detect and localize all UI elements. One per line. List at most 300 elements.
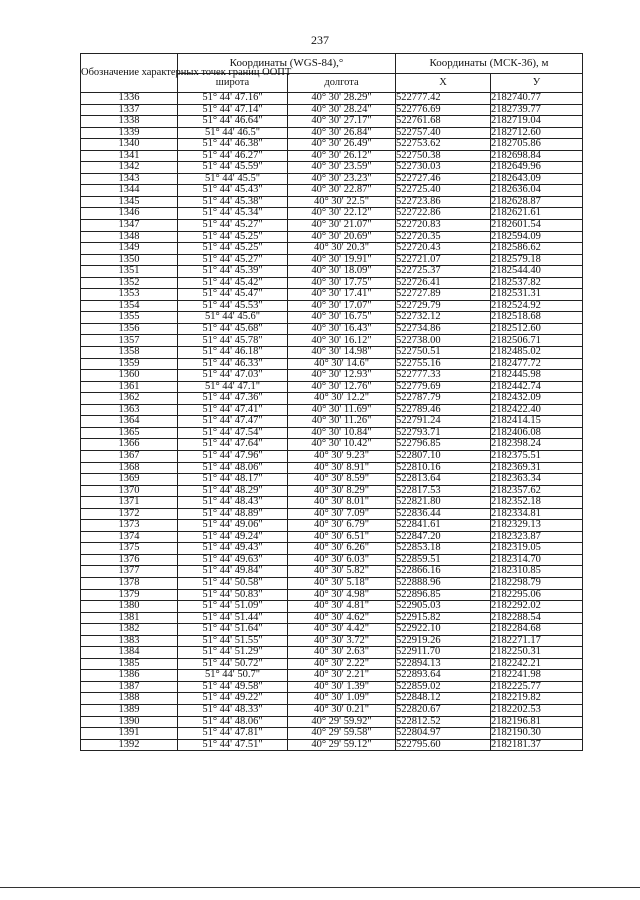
table-header: [81, 54, 583, 93]
table-row: [81, 485, 583, 497]
table-row: [81, 335, 583, 347]
y-coordinate-cell: 2182636.04: [491, 185, 583, 197]
longitude-cell: 40° 30' 2.22": [288, 658, 396, 670]
y-coordinate-cell: 2182579.18: [491, 254, 583, 266]
x-coordinate-cell: 522853.18: [396, 543, 491, 555]
longitude-cell: 40° 30' 4.42": [288, 624, 396, 636]
longitude-cell: 40° 30' 8.29": [288, 485, 396, 497]
y-coordinate-cell: 2182295.06: [491, 589, 583, 601]
y-coordinate-cell: 2182202.53: [491, 704, 583, 716]
latitude-cell: 51° 44' 47.14": [178, 104, 288, 116]
longitude-cell: 40° 30' 16.43": [288, 323, 396, 335]
y-coordinate-cell: 2182363.34: [491, 474, 583, 486]
y-coordinate-cell: 2182271.17: [491, 635, 583, 647]
table-row: [81, 347, 583, 359]
longitude-cell: 40° 30' 8.01": [288, 497, 396, 509]
table-row: [81, 716, 583, 728]
latitude-cell: 51° 44' 47.41": [178, 404, 288, 416]
point-id-cell: 1374: [81, 531, 178, 543]
y-coordinate-cell: 2182319.05: [491, 543, 583, 555]
table-row: [81, 681, 583, 693]
latitude-cell: 51° 44' 45.47": [178, 289, 288, 301]
latitude-cell: 51° 44' 47.47": [178, 416, 288, 428]
table-body: [81, 93, 583, 751]
longitude-cell: 40° 30' 10.84": [288, 427, 396, 439]
longitude-cell: 40° 30' 11.26": [288, 416, 396, 428]
table-row: [81, 243, 583, 255]
latitude-cell: 51° 44' 49.84": [178, 566, 288, 578]
table-row: [81, 520, 583, 532]
latitude-cell: 51° 44' 51.44": [178, 612, 288, 624]
point-id-cell: 1349: [81, 243, 178, 255]
table-row: [81, 612, 583, 624]
x-coordinate-cell: 522725.40: [396, 185, 491, 197]
x-coordinate-cell: 522722.86: [396, 208, 491, 220]
longitude-cell: 40° 30' 22.12": [288, 208, 396, 220]
latitude-cell: 51° 44' 47.03": [178, 370, 288, 382]
y-coordinate-cell: 2182537.82: [491, 277, 583, 289]
x-coordinate-cell: 522787.79: [396, 393, 491, 405]
x-coordinate-cell: 522776.69: [396, 104, 491, 116]
x-coordinate-cell: 522721.07: [396, 254, 491, 266]
longitude-cell: 40° 30' 26.49": [288, 139, 396, 151]
latitude-cell: 51° 44' 47.81": [178, 728, 288, 740]
longitude-cell: 40° 30' 8.59": [288, 474, 396, 486]
point-id-cell: 1357: [81, 335, 178, 347]
y-coordinate-cell: 2182219.82: [491, 693, 583, 705]
x-coordinate-cell: 522894.13: [396, 658, 491, 670]
table-row: [81, 427, 583, 439]
x-coordinate-cell: 522817.53: [396, 485, 491, 497]
longitude-cell: 40° 30' 12.93": [288, 370, 396, 382]
point-id-cell: 1353: [81, 289, 178, 301]
y-coordinate-cell: 2182190.30: [491, 728, 583, 740]
point-id-cell: 1352: [81, 277, 178, 289]
x-coordinate-cell: 522905.03: [396, 601, 491, 613]
longitude-cell: 40° 30' 28.29": [288, 93, 396, 105]
longitude-cell: 40° 30' 5.82": [288, 566, 396, 578]
point-id-cell: 1378: [81, 577, 178, 589]
y-coordinate-cell: 2182323.87: [491, 531, 583, 543]
table-row: [81, 658, 583, 670]
point-id-cell: 1381: [81, 612, 178, 624]
table-row: [81, 127, 583, 139]
x-coordinate-cell: 522720.43: [396, 243, 491, 255]
table-row: [81, 116, 583, 128]
latitude-cell: 51° 44' 48.33": [178, 704, 288, 716]
latitude-cell: 51° 44' 45.59": [178, 162, 288, 174]
x-coordinate-cell: 522915.82: [396, 612, 491, 624]
point-id-cell: 1392: [81, 739, 178, 751]
x-coordinate-cell: 522841.61: [396, 520, 491, 532]
longitude-cell: 40° 30' 16.75": [288, 312, 396, 324]
point-id-cell: 1390: [81, 716, 178, 728]
latitude-cell: 51° 44' 48.43": [178, 497, 288, 509]
y-coordinate-cell: 2182477.72: [491, 358, 583, 370]
x-coordinate-cell: 522750.51: [396, 347, 491, 359]
point-id-cell: 1356: [81, 323, 178, 335]
x-coordinate-cell: 522810.16: [396, 462, 491, 474]
latitude-cell: 51° 44' 45.25": [178, 243, 288, 255]
x-coordinate-cell: 522866.16: [396, 566, 491, 578]
longitude-cell: 40° 30' 4.62": [288, 612, 396, 624]
x-coordinate-cell: 522821.80: [396, 497, 491, 509]
point-id-cell: 1391: [81, 728, 178, 740]
y-coordinate-cell: 2182445.98: [491, 370, 583, 382]
x-coordinate-cell: 522795.60: [396, 739, 491, 751]
x-coordinate-cell: 522911.70: [396, 647, 491, 659]
y-coordinate-cell: 2182334.81: [491, 508, 583, 520]
coordinates-table: [80, 53, 583, 751]
longitude-cell: 40° 30' 6.03": [288, 554, 396, 566]
point-id-cell: 1368: [81, 462, 178, 474]
latitude-cell: 51° 44' 45.25": [178, 231, 288, 243]
x-coordinate-cell: 522725.37: [396, 266, 491, 278]
y-coordinate-cell: 2182414.15: [491, 416, 583, 428]
latitude-cell: 51° 44' 45.43": [178, 185, 288, 197]
y-coordinate-cell: 2182643.09: [491, 173, 583, 185]
point-id-cell: 1379: [81, 589, 178, 601]
point-id-cell: 1343: [81, 173, 178, 185]
table-row: [81, 104, 583, 116]
table-row: [81, 139, 583, 151]
longitude-cell: 40° 30' 2.63": [288, 647, 396, 659]
x-coordinate-cell: 522723.86: [396, 196, 491, 208]
table-row: [81, 554, 583, 566]
y-coordinate-cell: 2182422.40: [491, 404, 583, 416]
y-coordinate-cell: 2182310.85: [491, 566, 583, 578]
longitude-cell: 40° 30' 18.09": [288, 266, 396, 278]
x-coordinate-cell: 522859.51: [396, 554, 491, 566]
latitude-cell: 51° 44' 45.78": [178, 335, 288, 347]
x-coordinate-cell: 522804.97: [396, 728, 491, 740]
longitude-cell: 40° 30' 3.72": [288, 635, 396, 647]
y-coordinate-cell: 2182601.54: [491, 220, 583, 232]
longitude-cell: 40° 30' 19.91": [288, 254, 396, 266]
latitude-cell: 51° 44' 51.55": [178, 635, 288, 647]
longitude-cell: 40° 30' 23.59": [288, 162, 396, 174]
latitude-cell: 51° 44' 45.53": [178, 300, 288, 312]
y-coordinate-cell: 2182432.09: [491, 393, 583, 405]
header-msk36: Координаты (МСК-36), м: [396, 54, 583, 74]
y-coordinate-cell: 2182485.02: [491, 347, 583, 359]
x-coordinate-cell: 522807.10: [396, 450, 491, 462]
table-row: [81, 312, 583, 324]
latitude-cell: 51° 44' 48.17": [178, 474, 288, 486]
table-row: [81, 173, 583, 185]
y-coordinate-cell: 2182649.96: [491, 162, 583, 174]
header-y: У: [491, 74, 583, 93]
x-coordinate-cell: 522757.40: [396, 127, 491, 139]
point-id-cell: 1375: [81, 543, 178, 555]
y-coordinate-cell: 2182398.24: [491, 439, 583, 451]
latitude-cell: 51° 44' 45.39": [178, 266, 288, 278]
longitude-cell: 40° 30' 11.69": [288, 404, 396, 416]
latitude-cell: 51° 44' 45.6": [178, 312, 288, 324]
point-id-cell: 1344: [81, 185, 178, 197]
header-point-designation: Обозначение характерных точек границ ООПТ: [81, 54, 178, 93]
point-id-cell: 1340: [81, 139, 178, 151]
x-coordinate-cell: 522720.83: [396, 220, 491, 232]
latitude-cell: 51° 44' 48.29": [178, 485, 288, 497]
table-row: [81, 370, 583, 382]
longitude-cell: 40° 30' 7.09": [288, 508, 396, 520]
longitude-cell: 40° 30' 21.07": [288, 220, 396, 232]
y-coordinate-cell: 2182719.04: [491, 116, 583, 128]
longitude-cell: 40° 30' 5.18": [288, 577, 396, 589]
longitude-cell: 40° 30' 12.76": [288, 381, 396, 393]
latitude-cell: 51° 44' 45.34": [178, 208, 288, 220]
point-id-cell: 1373: [81, 520, 178, 532]
longitude-cell: 40° 30' 6.26": [288, 543, 396, 555]
y-coordinate-cell: 2182506.71: [491, 335, 583, 347]
table-row: [81, 462, 583, 474]
x-coordinate-cell: 522753.62: [396, 139, 491, 151]
latitude-cell: 51° 44' 45.38": [178, 196, 288, 208]
longitude-cell: 40° 30' 14.98": [288, 347, 396, 359]
header-longitude: долгота: [288, 74, 396, 93]
table-row: [81, 508, 583, 520]
point-id-cell: 1346: [81, 208, 178, 220]
latitude-cell: 51° 44' 47.96": [178, 450, 288, 462]
y-coordinate-cell: 2182284.68: [491, 624, 583, 636]
x-coordinate-cell: 522750.38: [396, 150, 491, 162]
longitude-cell: 40° 30' 4.98": [288, 589, 396, 601]
longitude-cell: 40° 30' 20.3": [288, 243, 396, 255]
longitude-cell: 40° 30' 23.23": [288, 173, 396, 185]
x-coordinate-cell: 522836.44: [396, 508, 491, 520]
y-coordinate-cell: 2182181.37: [491, 739, 583, 751]
point-id-cell: 1355: [81, 312, 178, 324]
point-id-cell: 1385: [81, 658, 178, 670]
table-row: [81, 220, 583, 232]
table-row: [81, 624, 583, 636]
point-id-cell: 1386: [81, 670, 178, 682]
longitude-cell: 40° 30' 4.81": [288, 601, 396, 613]
point-id-cell: 1361: [81, 381, 178, 393]
latitude-cell: 51° 44' 49.43": [178, 543, 288, 555]
latitude-cell: 51° 44' 47.64": [178, 439, 288, 451]
x-coordinate-cell: 522888.96: [396, 577, 491, 589]
x-coordinate-cell: 522793.71: [396, 427, 491, 439]
point-id-cell: 1350: [81, 254, 178, 266]
point-id-cell: 1367: [81, 450, 178, 462]
table-row: [81, 93, 583, 105]
x-coordinate-cell: 522779.69: [396, 381, 491, 393]
table-row: [81, 704, 583, 716]
point-id-cell: 1347: [81, 220, 178, 232]
x-coordinate-cell: 522789.46: [396, 404, 491, 416]
point-id-cell: 1363: [81, 404, 178, 416]
latitude-cell: 51° 44' 49.63": [178, 554, 288, 566]
longitude-cell: 40° 30' 1.39": [288, 681, 396, 693]
y-coordinate-cell: 2182705.86: [491, 139, 583, 151]
y-coordinate-cell: 2182298.79: [491, 577, 583, 589]
y-coordinate-cell: 2182544.40: [491, 266, 583, 278]
latitude-cell: 51° 44' 50.72": [178, 658, 288, 670]
point-id-cell: 1377: [81, 566, 178, 578]
table-row: [81, 404, 583, 416]
latitude-cell: 51° 44' 49.06": [178, 520, 288, 532]
longitude-cell: 40° 30' 26.84": [288, 127, 396, 139]
x-coordinate-cell: 522791.24: [396, 416, 491, 428]
point-id-cell: 1370: [81, 485, 178, 497]
y-coordinate-cell: 2182288.54: [491, 612, 583, 624]
y-coordinate-cell: 2182241.98: [491, 670, 583, 682]
longitude-cell: 40° 30' 6.79": [288, 520, 396, 532]
point-id-cell: 1336: [81, 93, 178, 105]
x-coordinate-cell: 522727.89: [396, 289, 491, 301]
point-id-cell: 1365: [81, 427, 178, 439]
y-coordinate-cell: 2182628.87: [491, 196, 583, 208]
latitude-cell: 51° 44' 47.16": [178, 93, 288, 105]
latitude-cell: 51° 44' 50.58": [178, 577, 288, 589]
x-coordinate-cell: 522729.79: [396, 300, 491, 312]
table-row: [81, 289, 583, 301]
table-row: [81, 393, 583, 405]
latitude-cell: 51° 44' 48.89": [178, 508, 288, 520]
table-row: [81, 531, 583, 543]
longitude-cell: 40° 30' 10.42": [288, 439, 396, 451]
latitude-cell: 51° 44' 46.27": [178, 150, 288, 162]
longitude-cell: 40° 30' 17.07": [288, 300, 396, 312]
latitude-cell: 51° 44' 50.7": [178, 670, 288, 682]
longitude-cell: 40° 30' 9.23": [288, 450, 396, 462]
point-id-cell: 1383: [81, 635, 178, 647]
point-id-cell: 1362: [81, 393, 178, 405]
table-row: [81, 543, 583, 555]
latitude-cell: 51° 44' 48.06": [178, 716, 288, 728]
longitude-cell: 40° 30' 22.5": [288, 196, 396, 208]
x-coordinate-cell: 522796.85: [396, 439, 491, 451]
latitude-cell: 51° 44' 50.83": [178, 589, 288, 601]
y-coordinate-cell: 2182512.60: [491, 323, 583, 335]
latitude-cell: 51° 44' 46.38": [178, 139, 288, 151]
y-coordinate-cell: 2182740.77: [491, 93, 583, 105]
table-row: [81, 266, 583, 278]
x-coordinate-cell: 522848.12: [396, 693, 491, 705]
longitude-cell: 40° 30' 16.12": [288, 335, 396, 347]
table-row: [81, 693, 583, 705]
x-coordinate-cell: 522919.26: [396, 635, 491, 647]
y-coordinate-cell: 2182524.92: [491, 300, 583, 312]
x-coordinate-cell: 522761.68: [396, 116, 491, 128]
header-latitude: широта: [178, 74, 288, 93]
longitude-cell: 40° 29' 59.12": [288, 739, 396, 751]
latitude-cell: 51° 44' 45.68": [178, 323, 288, 335]
point-id-cell: 1338: [81, 116, 178, 128]
table-row: [81, 196, 583, 208]
latitude-cell: 51° 44' 45.5": [178, 173, 288, 185]
x-coordinate-cell: 522847.20: [396, 531, 491, 543]
point-id-cell: 1376: [81, 554, 178, 566]
table-row: [81, 589, 583, 601]
latitude-cell: 51° 44' 46.18": [178, 347, 288, 359]
latitude-cell: 51° 44' 47.51": [178, 739, 288, 751]
x-coordinate-cell: 522720.35: [396, 231, 491, 243]
longitude-cell: 40° 30' 22.87": [288, 185, 396, 197]
latitude-cell: 51° 44' 46.5": [178, 127, 288, 139]
point-id-cell: 1339: [81, 127, 178, 139]
y-coordinate-cell: 2182225.77: [491, 681, 583, 693]
table-row: [81, 577, 583, 589]
table-row: [81, 601, 583, 613]
point-id-cell: 1372: [81, 508, 178, 520]
x-coordinate-cell: 522732.12: [396, 312, 491, 324]
table-row: [81, 231, 583, 243]
x-coordinate-cell: 522893.64: [396, 670, 491, 682]
longitude-cell: 40° 29' 59.92": [288, 716, 396, 728]
table-row: [81, 474, 583, 486]
y-coordinate-cell: 2182698.84: [491, 150, 583, 162]
y-coordinate-cell: 2182196.81: [491, 716, 583, 728]
point-id-cell: 1387: [81, 681, 178, 693]
latitude-cell: 51° 44' 46.64": [178, 116, 288, 128]
longitude-cell: 40° 30' 28.24": [288, 104, 396, 116]
y-coordinate-cell: 2182442.74: [491, 381, 583, 393]
y-coordinate-cell: 2182375.51: [491, 450, 583, 462]
longitude-cell: 40° 30' 8.91": [288, 462, 396, 474]
x-coordinate-cell: 522727.46: [396, 173, 491, 185]
point-id-cell: 1380: [81, 601, 178, 613]
x-coordinate-cell: 522734.86: [396, 323, 491, 335]
header-wgs84: Координаты (WGS-84),°: [178, 54, 396, 74]
y-coordinate-cell: 2182250.31: [491, 647, 583, 659]
point-id-cell: 1351: [81, 266, 178, 278]
x-coordinate-cell: 522730.03: [396, 162, 491, 174]
point-id-cell: 1360: [81, 370, 178, 382]
longitude-cell: 40° 30' 1.09": [288, 693, 396, 705]
table-row: [81, 416, 583, 428]
longitude-cell: 40° 30' 26.12": [288, 150, 396, 162]
table-row: [81, 300, 583, 312]
x-coordinate-cell: 522820.67: [396, 704, 491, 716]
table-row: [81, 185, 583, 197]
table-row: [81, 381, 583, 393]
table-row: [81, 739, 583, 751]
latitude-cell: 51° 44' 51.64": [178, 624, 288, 636]
longitude-cell: 40° 30' 0.21": [288, 704, 396, 716]
x-coordinate-cell: 522755.16: [396, 358, 491, 370]
x-coordinate-cell: 522738.00: [396, 335, 491, 347]
latitude-cell: 51° 44' 45.27": [178, 220, 288, 232]
y-coordinate-cell: 2182594.09: [491, 231, 583, 243]
y-coordinate-cell: 2182242.21: [491, 658, 583, 670]
latitude-cell: 51° 44' 49.22": [178, 693, 288, 705]
x-coordinate-cell: 522726.41: [396, 277, 491, 289]
longitude-cell: 40° 30' 20.69": [288, 231, 396, 243]
y-coordinate-cell: 2182406.08: [491, 427, 583, 439]
point-id-cell: 1337: [81, 104, 178, 116]
longitude-cell: 40° 30' 17.75": [288, 277, 396, 289]
table-row: [81, 497, 583, 509]
point-id-cell: 1369: [81, 474, 178, 486]
table-row: [81, 150, 583, 162]
point-id-cell: 1358: [81, 347, 178, 359]
y-coordinate-cell: 2182621.61: [491, 208, 583, 220]
point-id-cell: 1341: [81, 150, 178, 162]
table-row: [81, 323, 583, 335]
x-coordinate-cell: 522812.52: [396, 716, 491, 728]
point-id-cell: 1371: [81, 497, 178, 509]
latitude-cell: 51° 44' 48.06": [178, 462, 288, 474]
page-number: 237: [311, 33, 329, 47]
y-coordinate-cell: 2182531.31: [491, 289, 583, 301]
y-coordinate-cell: 2182518.68: [491, 312, 583, 324]
point-id-cell: 1359: [81, 358, 178, 370]
longitude-cell: 40° 30' 14.6": [288, 358, 396, 370]
table-row: [81, 254, 583, 266]
